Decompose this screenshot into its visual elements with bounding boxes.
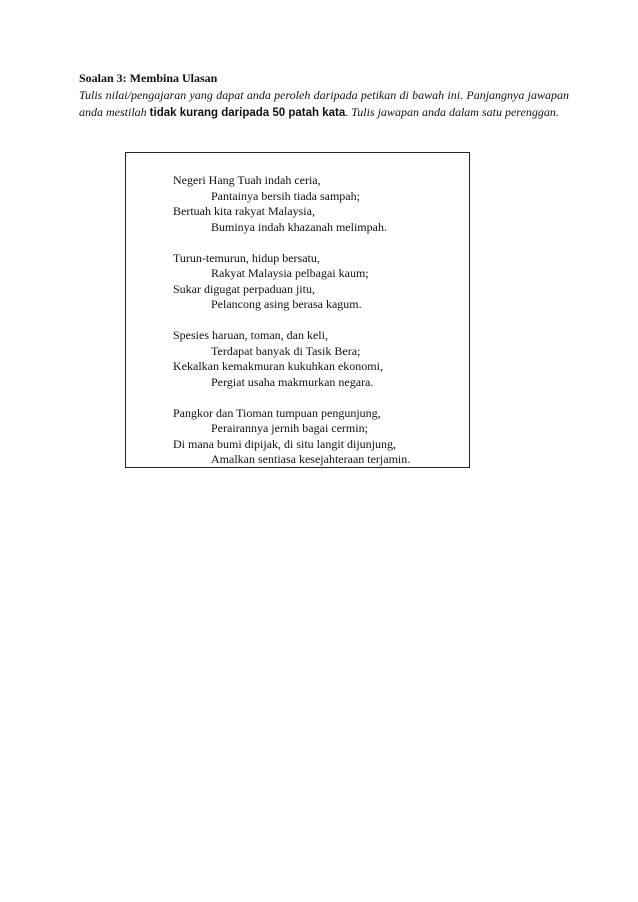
question-title: Soalan 3: Membina Ulasan: [79, 71, 218, 85]
poem-line: Di mana bumi dipijak, di situ langit dijunjung,: [173, 436, 396, 451]
poem-line: Buminya indah khazanah melimpah.: [211, 219, 387, 234]
poem-line: Bertuah kita rakyat Malaysia,: [173, 204, 315, 218]
poem-stanza-3: [173, 328, 410, 390]
question-block: [79, 70, 569, 122]
poem-line: Sukar digugat perpaduan jitu,: [173, 281, 315, 296]
poem-box: [125, 152, 470, 468]
poem-stanza-4: [173, 406, 410, 468]
question-instructions: [79, 87, 569, 122]
poem-stanza-2: [173, 251, 410, 313]
poem-line: Perairannya jernih bagai cermin;: [211, 421, 368, 435]
poem-line: Negeri Hang Tuah indah ceria,: [173, 173, 321, 187]
poem-line: Pergiat usaha makmurkan negara.: [211, 374, 374, 389]
poem: [173, 173, 410, 468]
instruction-text-1: Tulis nilai/pengajaran yang dapat anda peroleh daripada petikan di bawah ini. Panjangnya jawapan anda mestilah: [79, 88, 569, 119]
poem-line: Amalkan sentiasa kesejahteraan terjamin.: [211, 452, 411, 466]
poem-line: Kekalkan kemakmuran kukuhkan ekonomi,: [173, 359, 383, 373]
poem-line: Turun-temurun, hidup bersatu,: [173, 250, 320, 265]
poem-stanza-1: [173, 173, 410, 235]
poem-line: Pelancong asing berasa kagum.: [211, 297, 362, 311]
poem-line: Pangkor dan Tioman tumpuan pengunjung,: [173, 405, 381, 420]
instruction-text-2: . Tulis jawapan anda dalam satu perenggan.: [345, 105, 559, 119]
poem-line: Spesies haruan, toman, dan keli,: [173, 328, 328, 342]
poem-line: Terdapat banyak di Tasik Bera;: [211, 343, 361, 358]
instruction-word-requirement: tidak kurang daripada 50 patah kata: [149, 107, 346, 119]
poem-line: Pantainya bersih tiada sampah;: [211, 188, 360, 203]
poem-line: Rakyat Malaysia pelbagai kaum;: [211, 266, 369, 280]
